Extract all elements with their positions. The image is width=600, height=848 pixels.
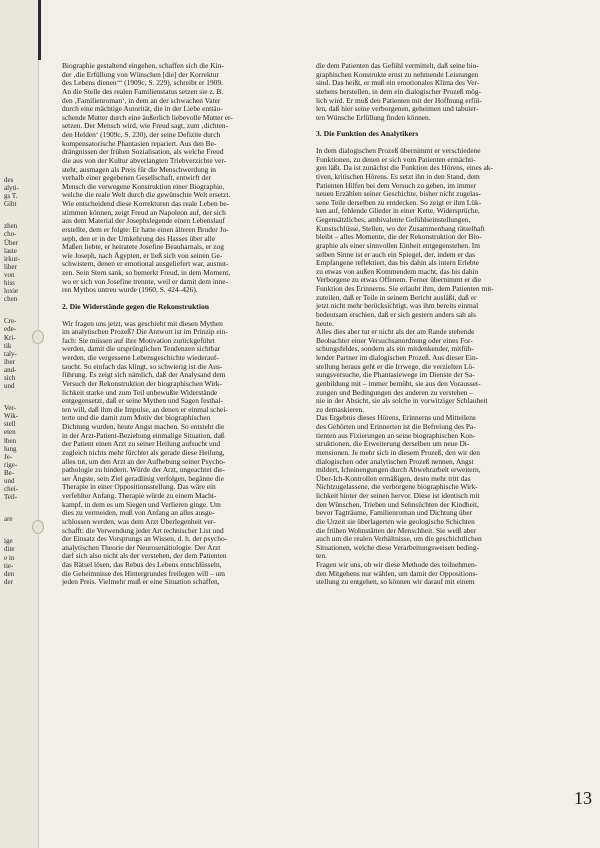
text-line: neuen Erzählen seiner Geschichte, bisher nicht zugelas- [316,190,481,199]
section-heading: 2. Die Widerstände gegen die Rekonstruktion [62,301,209,311]
prev-page-fragment: von [4,270,15,279]
text-line: schende Mutter durch eine äußerlich liebevolle Mutter er- [62,113,233,122]
text-line: setzen. Der Mensch wird, wie Freud sagt, zum ‚dichten- [62,122,229,131]
text-line: heute. [316,319,334,328]
text-line: ser Ängste, sein Ziel geradlinig verfolgen, begänne die [62,474,224,483]
prev-page-fragment: gs T. [4,192,18,201]
text-line: genbildung mit – immer bemüht, sie aus den Vorausset- [316,379,481,388]
text-line: verhalb einer gegebenen Gesellschaft, entwirft der [62,174,211,183]
prev-page-fragment: chen [4,295,18,304]
text-line: Fragen wir uns, ob wir diese Methode des teilnehmen- [316,561,478,569]
text-line: die aus von der Kultur abverlangten Triebverzichte ver- [62,156,227,165]
text-line: Beobachter einer Versuchsanordnung oder eines For- [316,336,473,345]
text-line: führung. Es zeigt sich nämlich, daß der Analysand dem [62,371,226,380]
text-line: ten Wünsche Erfüllung finden können. [316,113,431,122]
text-line: die Urzeit sie überlagerten wie geologische Schichten [316,517,475,526]
previous-page-edge [0,0,39,848]
page-number: 13 [574,788,592,808]
ring-hole-marker [32,520,44,534]
text-line: des Gehörten und Erinnerten ist die Befreiung des Pa- [316,423,476,431]
prev-page-fragment: ige [4,537,13,546]
gap [0,390,38,404]
text-line: Biographie gestaltend eingehen, schaffen sich die Kin- [62,62,224,70]
text-line: In dem dialogischen Prozeß übernimmt er verschiedene [316,147,481,155]
text-line: Funktion des Erinnerns. Sie erlaubt ihm, dem Patienten mit- [316,285,494,293]
text-line: jetzt nicht mehr berücksichtigt, was ihm bereits einmal [316,302,479,311]
text-line: sungsversuche, die Phantasiewege im Dienste der Sa- [316,371,475,380]
text-line: taucht. So einfach das klingt, so schwierig ist die Aus- [62,362,223,371]
text-line: schungsfeldes, sondern als ein mitdenkender, mitfüh- [316,345,474,354]
paragraph [62,62,304,295]
text-line: Versuch der Rekonstruktion der biographischen Wirk- [62,379,222,388]
text-line: sind. Das heißt, er muß ein emotionales Klima des Ver- [316,79,480,88]
text-line: Mensch die verwegene Konstruktion einer Biographie, [62,182,225,191]
binding-edge [38,0,41,60]
prev-page-fragment: Kri- [4,333,16,342]
text-line: zen. Sein Stern sank, so bemerkt Freud, in dem Moment, [62,269,231,277]
text-line: An die Stelle des realen Familienstatus setzen sie z. B. [62,87,224,96]
text-line: graphie als einer sinnvollen Einheit entgegenstehen. Im [316,241,480,250]
prev-page-fragment: lung [4,444,17,453]
section-heading: 3. Die Funktion des Analytikers [316,129,419,139]
text-line: Über-Ich-Kontrollen ermäßigen, desto mehr tritt das [316,474,471,483]
prev-page-fragment: taly- [4,349,17,358]
prev-page-fragment: Be- [4,468,15,477]
paragraph [316,62,556,122]
text-line: Nichtzugelassene, die verborgene biographische Wirk- [316,483,478,492]
text-line: aus dem Material der Josephslegende einen Lebenslauf [62,217,225,226]
text-line: den ‚Familienroman‘, in dem an der schwachen Vater [62,96,221,105]
text-line: ten. [316,552,327,561]
text-line: jeden Preis. Vielmehr muß er eine Situation schaffen, [62,578,220,587]
text-line: zungen und Bedingungen des anderen zu verstehen – [316,388,474,397]
text-line: erstellte, dem er folgte: Er hatte einen älteren Bruder Jo- [62,225,229,234]
prev-page-fragment: and- [4,365,17,374]
gap [0,501,38,515]
prev-page-fragment: Gibt [4,200,17,209]
prev-page-fragment: irkur- [4,254,20,263]
prev-page-fragment: e in [4,553,15,562]
prev-page-fragment: alyti- [4,184,19,193]
text-line: stimmen können, zeigt Freud an Napoleon auf, der sich [62,208,226,217]
text-line: der ‚die Erfüllung von Wünschen [die] der Korrektur [62,70,219,79]
text-line: terte und die damit zum Motiv der biographischen [62,414,211,423]
text-line: fach: Sie müssen auf ihre Motivation zurückgeführt [62,336,215,345]
text-line: Wie entscheidend diese Korrekturen das reale Leben be- [62,200,229,208]
prev-page-fragment: lben [4,436,17,445]
text-line: zugleich nichts mehr fürchtet als gerade diese Heilung, [62,448,225,457]
text-line: wo er sich von Josefine trennte, weil er damit dem inne- [62,277,229,286]
prev-page-fragment: Je- [4,452,13,461]
text-line: ken auf, fehlende Glieder in einer Kette, Widersprüche, [316,207,480,216]
text-line: Patienten Hilfen bei dem Versuch zu geben, im immer [316,181,477,190]
text-line: zuteilen, daß er Teile in seinem Bericht ausläßt, daß er [316,293,477,302]
prev-page-fragment: are [4,515,13,524]
text-line: werden, die vergessene Lebensgeschichte wiederauf- [62,354,219,362]
prev-page-fragment: zhen [4,222,18,231]
text-line: stehens herstellen, in dem ein dialogischer Prozeß mög- [316,87,482,96]
text-line: tiven, kritischen Hörens. Es setzt ihn in den Stand, dem [316,172,480,181]
prev-page-fragment: und [4,382,15,391]
spacer [0,0,38,176]
text-line: durch eine mächtige Autorität, die in der Liebe enttäu- [62,105,223,114]
text-line: Gegensätzliches, ambivalente Gefühlseinstellungen, [316,216,471,224]
text-line: Kunstschlüsse, Stellen, wo der Zusammenhang rätselhaft [316,224,485,233]
text-line: dies zu vermeiden, muß von Anfang an alles ausge- [62,509,215,518]
text-line: bedeutsam erschien, daß er sich gestern anders sah als [316,310,476,319]
prev-page-fragment: chei- [4,485,18,494]
prev-page-fragment: Über [4,238,18,247]
prev-page-fragment: loxie [4,287,18,296]
text-line: Alles dies aber tut er nicht als der am Rande stehende [316,328,475,337]
text-line: im analytischen Prozeß? Die Antwort ist im Prinzip ein- [62,328,228,337]
text-line: stellung zu entgehen, so können wir darauf mit einem [316,578,475,587]
text-line: seph, den er in der Umkehrung des Hasses über alle [62,234,216,243]
prev-page-fragment: der [4,577,13,586]
left-column [62,62,304,587]
prev-page-fragment: ede- [4,325,17,334]
text-line: Verborgene zu etwas Offenem. Ferner übernimmt er die [316,276,482,285]
text-line: lichkeit hinter der seinen hervor. Diese ist identisch mit [316,492,480,500]
text-line: werden, damit die ursprünglichen Tendenzen sichtbar [62,345,221,354]
prev-page-fragment: den [4,569,15,578]
text-line: kompensatorische Phantasien repariert. Aus den Be- [62,139,217,148]
text-line: Dichtung wurden, heute Angst machen. So entsteht die [62,423,225,431]
text-line: darf sich also nicht als der verstehen, der dem Patienten [62,552,227,561]
text-line: tienten aus Fixierungen an seine biographischen Kon- [316,431,476,440]
text-line: bleibt – alles Momente, die der Rekonstruktion der Bio- [316,233,482,242]
text-line: Empfangene reflektiert, das bis dahin als intern Erlebte [316,259,479,268]
prev-page-fragment: Ver- [4,404,16,413]
prev-page-fragment: cho- [4,230,17,239]
prev-page-fragment: Cre- [4,317,17,326]
text-line: drängnissen der frühen Sozialisation, als welche Freud [62,148,224,157]
gap [0,303,38,317]
text-line: alles tut, um den Arzt an der Aufhebung seiner Psycho- [62,457,226,466]
text-line: Maßen liebte, er heiratete Josefine Beauharnais, er zog [62,243,224,252]
text-line: ren Mythos untreu wurde (1960, S. 424–426). [62,286,198,295]
text-line: analytischen Theorie der Neurosenätiologie. Der Arzt [62,543,221,552]
text-line: nie in der Absicht, sie als solche in vorwitziger Schlauheit [316,397,488,406]
prev-page-fragment: Wik- [4,412,19,421]
text-line: auch um die realen Verhältnisse, um die geschichtlichen [316,535,482,544]
text-line: Therapie in einer Oppositionsstellung. Das wäre ein [62,483,216,492]
text-line: wie Joseph, nach Ägypten, er ließ sich von seinen Ge- [62,251,223,260]
text-line: der Einsatz des Vorsprungs an Wissen, d. h. der psycho- [62,535,228,544]
text-line: Funktionen, zu denen er sich vom Patienten ermächti- [316,155,476,164]
prev-page-fragment: hiss [4,279,15,288]
prev-page-fragment: eten [4,428,16,437]
text-line: die dem Patienten das Gefühl vermittelt, daß seine bio- [316,62,479,70]
text-line: der Patient einen Arzt zu seiner Heilung aufsucht und [62,440,221,449]
text-line: zu demaskieren. [316,405,365,414]
prev-page-fragment: des [4,176,14,184]
text-line: schafft: die Verwendung jeder Art technischer List und [62,526,224,535]
prev-page-fragment: iber [4,357,15,366]
text-line: kampf, in dem es um Siegen und Verlieren ginge. Um [62,500,221,509]
text-line: dialogischen oder analytischen Prozeß nennen, Angst [316,457,474,466]
text-line: bevor Tagträume, Familienroman und Dichtung über [316,509,473,518]
prev-page-fragment: tie- [4,561,14,570]
text-line: den Helden‘ (1909c, S. 230), der seine Defizite durch [62,131,221,139]
text-line: schlossen werden, was dem Arzt Überlegenheit ver- [62,517,216,526]
prev-page-fragment: rige- [4,460,18,469]
gap [0,208,38,222]
paragraph [62,320,304,587]
text-line: welche die reale Welt durch die gewünschte Welt ersetzt. [62,191,231,200]
text-line: die frühen Wohnstätten der Menschheit. Sie weiß aber [316,526,477,535]
right-column [316,62,556,587]
text-line: die Geheimnisse des Hintergrundes freilegen will – um [62,569,226,578]
text-line: des Lebens dienen‘“ (1909c, S. 229), schreibt er 1909. [62,79,223,88]
prev-page-fragment: sich [4,373,16,382]
text-line: struktionen, die Erweiterung derselben um neue Di- [316,440,470,449]
text-line: den Mitgehens nur wählen, um damit der Oppositions- [316,569,478,578]
text-line: lich wird. Er muß den Patienten mit der Hoffnung erfül- [316,96,482,105]
text-line: das Rätsel lösen, das Rebus des Lebens entschlüsseln, [62,561,222,569]
text-line: gen läßt. Da ist zunächst die Funktion des Hörens, eines ak- [316,164,493,173]
text-line: den Wünschen, Trieben und Sehnsüchten der Kindheit, [316,500,479,509]
text-line: selben Sinne ist er auch ein Spiegel, der, indem er das [316,250,475,259]
text-line: entgegensetzt, daß er seine Mythen und Sagen festhal- [62,397,223,406]
text-line: verfehlter Anfang. Therapie würde zu einem Macht- [62,492,217,500]
prev-page-fragment: und [4,477,15,485]
text-line: lichkeit starke und zum Teil unbewußte Widerstände [62,388,218,397]
prev-page-fragment: liber [4,262,17,271]
text-line: mensionen. Je mehr sich in diesem Prozeß, den wir den [316,448,480,457]
prev-page-fragment: dite [4,545,15,554]
text-line: Situationen, welche diese Verarbeitungsweisen beding- [316,543,480,552]
text-line: in der Arzt-Patient-Beziehung einmalige Situation, daß [62,431,225,440]
text-line: ten will, daß ihm die Impulse, an denen er einmal schei- [62,405,228,414]
text-line: mildert, Icheinengungen durch Abwehrarbeit erweitern, [316,466,481,475]
text-line: zu etwas von außen Kommendem macht, das bis dahin [316,267,479,276]
text-line: graphischen Konstrukte ernst zu nehmende Leistungen [316,70,479,79]
paragraph [316,147,556,587]
text-line: Wir fragen uns jetzt, was geschieht mit diesen Mythen [62,319,223,328]
text-line: schwistern, denen er emotional ausgeliefert war, ausnut- [62,260,229,269]
text-line: sene Teile derselben zu entdecken. So zeigt er ihm Lük- [316,198,482,207]
text-line: steht, ausmagen als Preis für die Menschwerdung in [62,165,216,174]
ring-hole-marker [32,330,44,344]
prev-page-fragment: stell [4,420,16,429]
prev-page-fragment: tik [4,341,12,350]
prev-page-fragment: laste [4,246,17,255]
text-line: Das Ergebnis dieses Hörens, Erinnerns und Mitteilens [316,414,476,423]
prev-page-fragment: Teil- [4,493,18,502]
text-line: lender Partner im dialogischen Prozeß. Aus dieser Ein- [316,354,479,362]
text-line: stellung heraus geht er die Irrwege, die verzielten Lö- [316,362,475,371]
text-line: len, daß hier seine verborgenen, geheimen und tabuier- [316,105,479,114]
text-line: pathologie zu hindern. Würde der Arzt, ungeachtet die- [62,466,226,475]
